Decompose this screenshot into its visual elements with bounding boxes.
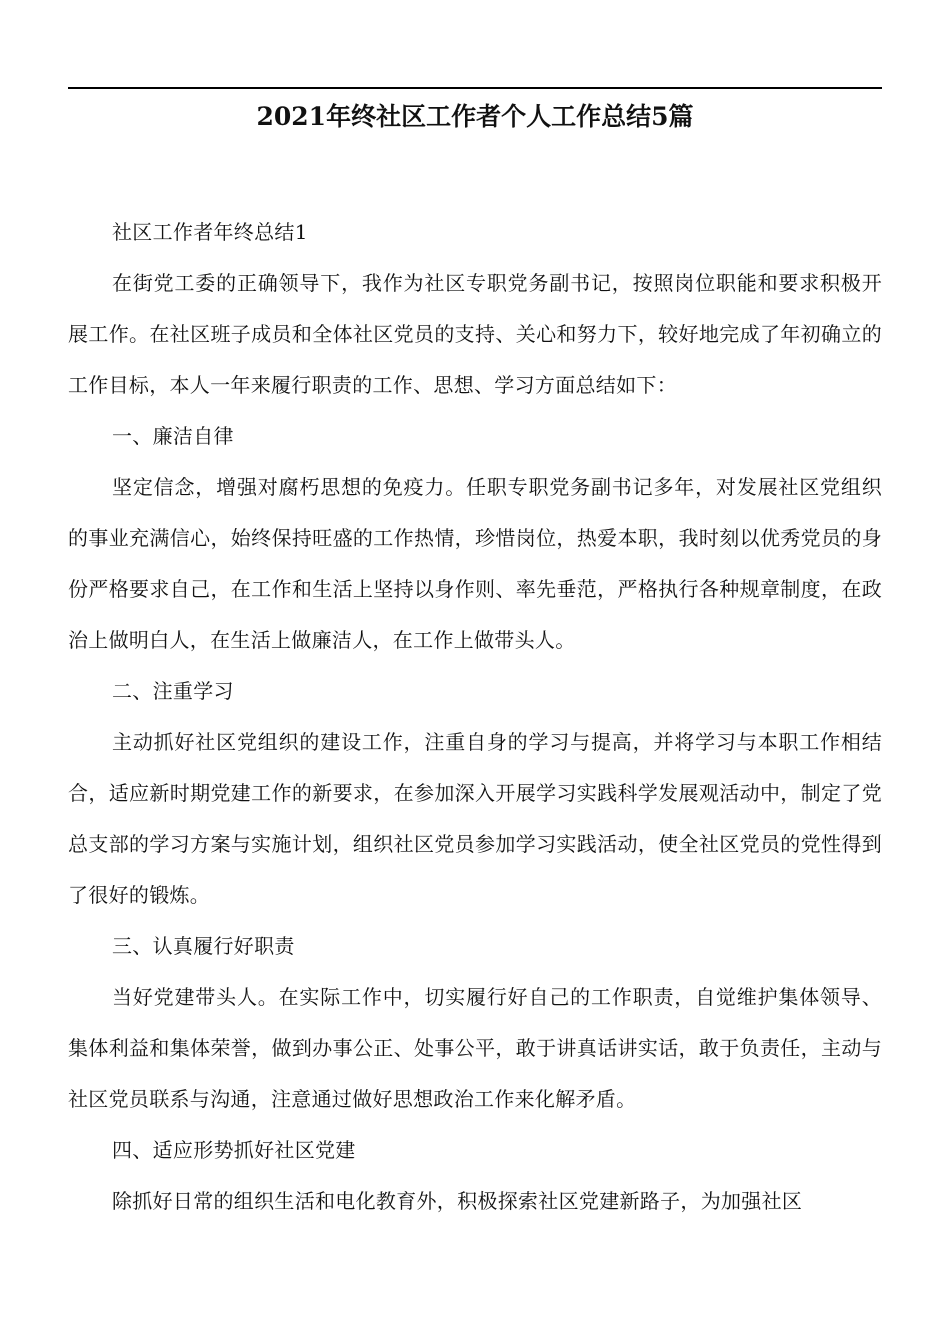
section-subheading: 社区工作者年终总结1: [112, 220, 308, 244]
document-body: [68, 207, 882, 1227]
document-title: 2021年终社区工作者个人工作总结5篇: [256, 102, 694, 131]
section-heading-2: 二、注重学习: [112, 679, 234, 703]
header-rule: [68, 87, 882, 89]
section-text-2: 主动抓好社区党组织的建设工作，注重自身的学习与提高，并将学习与本职工作相结合，适应新时期党建工作的新要求，在参加深入开展学习实践科学发展观活动中，制定了党总支部的学习方案与实施计划，组织社区党员参加学习实践活动，使全社区党员的党性得到了很好的锻炼。: [68, 730, 882, 907]
section-heading-4: 四、适应形势抓好社区党建: [112, 1138, 356, 1162]
section-text-3: 当好党建带头人。在实际工作中，切实履行好自己的工作职责，自觉维护集体领导、集体利益和集体荣誉，做到办事公正、处事公平，敢于讲真话讲实话，敢于负责任，主动与社区党员联系与沟通，注意通过做好思想政治工作来化解矛盾。: [68, 985, 882, 1111]
section-text-4: 除抓好日常的组织生活和电化教育外，积极探索社区党建新路子，为加强社区: [112, 1189, 803, 1213]
section-text-1: 坚定信念，增强对腐朽思想的免疫力。任职专职党务副书记多年，对发展社区党组织的事业充满信心，始终保持旺盛的工作热情，珍惜岗位，热爱本职，我时刻以优秀党员的身份严格要求自己，在工作和生活上坚持以身作则、率先垂范，严格执行各种规章制度，在政治上做明白人，在生活上做廉洁人，在工作上做带头人。: [68, 475, 882, 652]
intro-paragraph: 在街党工委的正确领导下，我作为社区专职党务副书记，按照岗位职能和要求积极开展工作。在社区班子成员和全体社区党员的支持、关心和努力下，较好地完成了年初确立的工作目标，本人一年来履行职责的工作、思想、学习方面总结如下：: [68, 271, 882, 397]
section-heading-1: 一、廉洁自律: [112, 424, 234, 448]
section-heading-3: 三、认真履行好职责: [112, 934, 295, 958]
